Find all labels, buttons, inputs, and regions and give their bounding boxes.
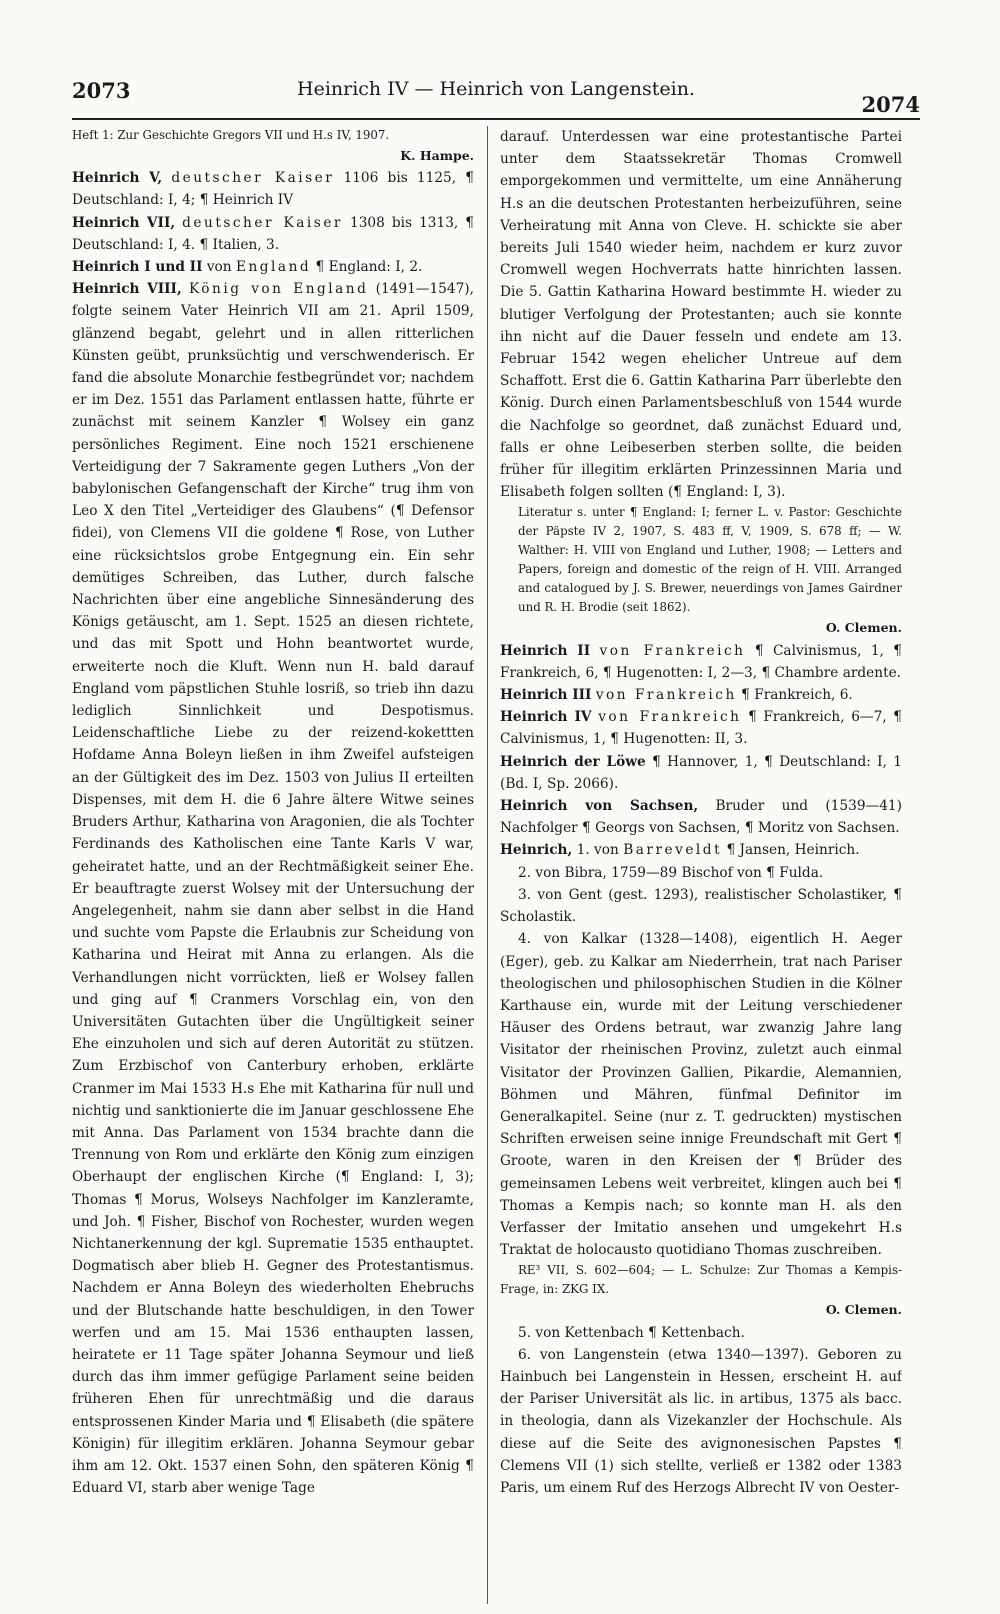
entry-text: 1308 bis 1313, ¶ Deutschland: I, 4. ¶ Italien, 3. — [72, 214, 474, 253]
literature-note: Literatur s. unter ¶ England: I; ferner L. v. Pastor: Geschichte der Päpste IV 2, 1907, S. 483 ff, V, 1909, S. 678 ff; — W. Walther: H. VIII von England und Luther, 1908; — Letters and Papers, foreign and domestic of the reign of H. VIII. Arranged and catalogued by J. S. Brewer, neuerdings von James Gairdner und R. H. Brodie (seit 1862). — [518, 505, 902, 615]
sub-entry: 3. von Gent (gest. 1293), realistischer Scholastiker, ¶ Scholastik. — [500, 886, 902, 926]
entry-text: Bruder und (1539—41) Nachfolger ¶ Georgs von Sachsen, ¶ Moritz von Sachsen. — [500, 798, 902, 837]
entry-heinrich-list — [500, 839, 902, 1499]
author-signature: K. Hampe. — [400, 148, 474, 163]
entry-text: ¶ Frankreich, 6. — [741, 687, 853, 704]
entry-lemma: Heinrich VIII, — [72, 281, 182, 298]
entry-text: ¶ Calvinismus, 1, ¶ Frankreich, 6, ¶ Hugenotten: I, 2—3, ¶ Chambre ardente. — [500, 642, 902, 681]
entry-designation: von Frankreich — [599, 642, 746, 659]
sub-entry: 5. von Kettenbach ¶ Kettenbach. — [518, 1324, 745, 1341]
entry-lemma: Heinrich der Löwe — [500, 753, 646, 770]
right-column — [500, 126, 902, 1604]
left-column — [72, 126, 474, 1604]
author-signature: O. Clemen. — [825, 620, 902, 636]
entry-lemma: Heinrich V, — [72, 170, 163, 187]
entry-lemma: Heinrich, — [500, 842, 573, 859]
literature-note: RE³ VII, S. 602—604; — L. Schulze: Zur Thomas a Kempis-Frage, in: ZKG IX. — [500, 1263, 902, 1297]
entry-text: ¶ Hannover, 1, ¶ Deutschland: I, 1 (Bd. I, Sp. 2066). — [500, 753, 902, 792]
entry-lemma: Heinrich I und II — [72, 259, 203, 276]
entry-text: ¶ Jansen, Heinrich. — [726, 842, 860, 859]
entry-lemma: Heinrich VII, — [72, 214, 176, 231]
header-rule — [72, 118, 920, 120]
entry-designation: deutscher Kaiser — [182, 214, 343, 231]
entry-designation: deutscher Kaiser — [171, 170, 335, 187]
entry-text: 1106 bis 1125, ¶ Deutschland: I, 4; ¶ Heinrich IV — [72, 170, 474, 209]
entry-heinrich-viii — [72, 278, 474, 1499]
entry-designation: König von England — [188, 281, 369, 298]
entry-heinrich-iv-frankreich — [500, 706, 902, 750]
entry-heinrich-i-ii — [72, 256, 474, 278]
page-header — [72, 72, 920, 116]
entry-lemma: Heinrich IV — [500, 709, 592, 726]
column-divider — [487, 126, 488, 1604]
entry-prefix: 1. von — [576, 842, 619, 859]
entry-heinrich-ii-frankreich — [500, 640, 902, 684]
sub-entry: 2. von Bibra, 1759—89 Bischof von ¶ Fulda. — [518, 864, 824, 881]
entry-heinrich-v — [72, 167, 474, 211]
page-number-left: 2073 — [72, 78, 131, 103]
page-number-right: 2074 — [861, 92, 920, 117]
sub-entry: 4. von Kalkar (1328—1408), eigentlich H. Aeger (Eger), geb. zu Kalkar am Niederrhein, trat nach Pariser theologischen und philosophischen Studien in die Kölner Karthause ein, wurde mit der Leitung verschiedener Häuser des Ordens betraut, war zwanzig Jahre lang Visitator der rheinischen Provinz, zuletzt auch einmal Visitator der Provinzen Gallien, Pikardie, Alemannien, Böhmen und Mähren, fünfmal Definitor im Generalkapitel. Seine (nur z. T. gedruckten) mystischen Schriften erweisen seine innige Freundschaft mit Gert ¶ Groote, waren in den Kreisen der ¶ Brüder des gemeinsamen Lebens weit verbreitet, klingen auch bei ¶ Thomas a Kempis nach; so konnte man H. als den Verfasser der Imitatio ansehen und umgekehrt H.s Traktat de holocausto quotidiano Thomas zuschreiben. — [500, 931, 902, 1259]
entry-designation: von Frankreich — [598, 709, 742, 726]
entry-heinrich-von-sachsen — [500, 795, 902, 839]
entry-heinrich-viii-continued — [500, 126, 902, 503]
running-title: Heinrich IV — Heinrich von Langenstein. — [297, 78, 695, 100]
entry-lemma: Heinrich von Sachsen, — [500, 798, 699, 815]
sub-entry: 6. von Langenstein (etwa 1340—1397). Geboren zu Hainbuch bei Langenstein in Hessen, erscheint H. auf der Pariser Universität als lic. in artibus, 1375 als bacc. in theologia, dann als Vizekanzler der Hochschule. Als diese auf die Seite des avignonesischen Papstes ¶ Clemens VII (1) sich stellte, verließ er 1382 oder 1383 Paris, um einem Ruf des Herzogs Albrecht IV von Oester- — [500, 1346, 902, 1496]
entry-lemma: Heinrich II — [500, 642, 591, 659]
entry-designation: Barreveldt — [623, 842, 723, 859]
author-signature: O. Clemen. — [825, 1302, 902, 1318]
reference-line: Heft 1: Zur Geschichte Gregors VII und H.s IV, 1907. — [72, 128, 390, 142]
entry-text: ¶ England: I, 2. — [315, 259, 423, 276]
entry-text: (1491—1547), folgte seinem Vater Heinrich VII am 21. April 1509, glänzend begabt, gelehrt und in allen ritterlichen Künsten geübt, prunksüchtig und verschwenderisch. Er fand die absolute Monarchie festbegründet vor; nachdem er im Dez. 1551 das Parlament entlassen hatte, führte er zunächst mit seinem Kanzler ¶ Wolsey ein ganz persönliches Regiment. Eine noch 1521 erschienene Verteidigung der 7 Sakramente gegen Luthers „Von der babylonischen Gefangenschaft der Kirche“ trug ihm von Leo X den Titel „Verteidiger des Glaubens“ (¶ Defensor fidei), von Clemens VII die goldene ¶ Rose, von Luther eine rücksichtslos grobe Entgegnung ein. Ein sehr demütiges Schreiben, das Luther, durch falsche Nachrichten über eine angebliche Sinnesänderung des Königs getäuscht, am 1. Sept. 1525 an diesen richtete, und das mit Spott und Hohn beantwortet wurde, erweiterte noch die Kluft. Wenn nun H. bald darauf England vom päpstlichen Stuhle losriß, so trieb ihn dazu lediglich Sinnlichkeit und Despotismus. Leidenschaftliche Liebe zu der reizend-kokettten Hofdame Anna Boleyn ließen in ihm Zweifel aufsteigen an der Gültigkeit des im Dez. 1503 von Julius II erteilten Dispenses, mit dem H. die 6 Jahre ältere Witwe seines Bruders Arthur, Katharina von Aragonien, die als Tochter Ferdinands des Katholischen eine Tante Karls V war, geheiratet hatte, und an der Rechtmäßigkeit seiner Ehe. Er beauftragte zuerst Wolsey mit der Untersuchung der Angelegenheit, nahm sie dann aber selbst in die Hand und suchte vom Papste die Erlaubnis zur Scheidung von Katharina und Heirat mit Anna zu erlangen. Als die Verhandlungen nicht vorrückten, ließ er Wolsey fallen und ging auf ¶ Cranmers Vorschlag ein, von den Universitäten Gutachten über die Ungültigkeit seiner Ehe einzuholen und sich auf deren Autorität zu stützen. Zum Erzbischof von Canterbury erhoben, erklärte Cranmer im Mai 1533 H.s Ehe mit Katharina für null und nichtig und sanktionierte die im Januar geschlossene Ehe mit Anna. Das Parlament von 1534 brachte dann die Trennung von Rom und erklärte den König zum einzigen Oberhaupt der englischen Kirche (¶ England: I, 3); Thomas ¶ Morus, Wolseys Nachfolger im Kanzleramte, und Joh. ¶ Fisher, Bischof von Rochester, wurden wegen Nichtanerkennung der kgl. Suprematie 1535 enthauptet. Dogmatisch aber blieb H. Gegner des Protestantismus. Nachdem er Anna Boleyn des wiederholten Ehebruchs und der Blutschande hatte beschuldigen, in den Tower werfen und am 15. Mai 1536 enthaupten lassen, heiratete er 11 Tage später Johanna Seymour und ließ durch das ihm immer gefügige Parlament seine beiden früheren Ehen für unrechtmäßig und die daraus entsprossenen Kinder Maria und ¶ Elisabeth (die spätere Königin) für illegitim erklären. Johanna Seymour gebar ihm am 12. Okt. 1537 einen Sohn, den späteren König ¶ Eduard VI, starb aber wenige Tage — [72, 281, 474, 1497]
entry-text: darauf. Unterdessen war eine protestantische Partei unter dem Staatssekretär Thomas Cromwell emporgekommen und vermittelte, um eine Annäherung H.s an die deutschen Protestanten herbeizuführen, seine Verheiratung mit Anna von Cleve. H. schickte sie aber bereits Juli 1540 wieder heim, nachdem er kurz zuvor Cromwell wegen Hochverrats hatte hinrichten lassen. Die 5. Gattin Katharina Howard bestimmte H. wieder zu blutiger Verfolgung der Protestanten; auch sie konnte ihn nicht auf die Dauer fesseln und endete am 13. Februar 1542 wegen ehelicher Untreue auf dem Schaffott. Erst die 6. Gattin Katharina Parr überlebte den König. Durch einen Parlamentsbeschluß von 1544 wurde die Nachfolge so geordnet, daß zunächst Eduard und, falls er ohne Leibeserben sterben sollte, die beiden früher für illegitim erklärten Prinzessinnen Maria und Elisabeth folgen sollten (¶ England: I, 3). — [500, 129, 902, 501]
entry-designation: England — [235, 259, 312, 276]
entry-text: ¶ Frankreich, 6—7, ¶ Calvinismus, 1, ¶ Hugenotten: II, 3. — [500, 709, 902, 748]
entry-heinrich-der-loewe — [500, 751, 902, 795]
entry-heinrich-iii-frankreich — [500, 684, 902, 706]
entry-heinrich-vii — [72, 212, 474, 256]
entry-lemma: Heinrich III — [500, 687, 592, 704]
entry-designation: von Frankreich — [595, 687, 737, 704]
entry-prefix: von — [206, 259, 232, 276]
